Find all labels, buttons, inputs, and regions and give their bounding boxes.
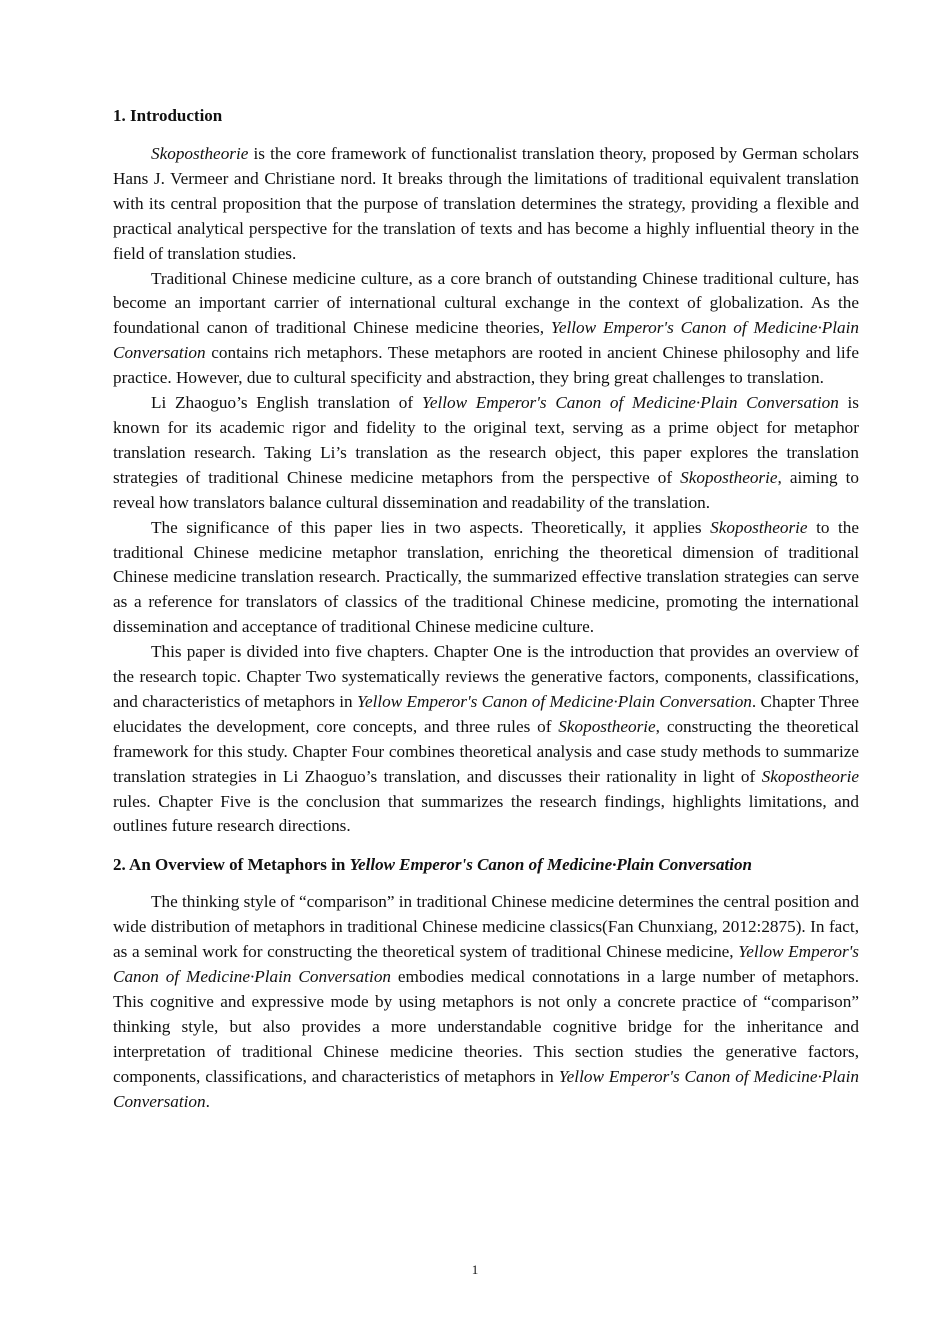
text-run: This paper is divided into five chapters. Chapter One is the introduction that provides an overview of the research topic. Chapter Two systematically reviews the generative factors, components, classifications, and characteristics of metaphors in	[113, 642, 859, 711]
page-body	[113, 104, 859, 1115]
text-run: , constructing the theoretical framework for this study. Chapter Four combines theoretical analysis and case study methods to summarize translation strategies in Li Zhaoguo’s translation, and discusses their rationality in light of	[113, 716, 859, 786]
text-run: . Chapter Three elucidates the development, core concepts, and three rules of	[113, 691, 860, 736]
section-overview-body	[113, 890, 859, 1114]
italic-term: Skopostheorie	[680, 467, 778, 487]
text-run: embodies medical connotations in a large number of metaphors. This cognitive and expressive mode by using metaphors is not only a concrete practice of “comparison” thinking style, but also provides a more understandable cognitive bridge for the inheritance and interpretation of traditional Chinese medicine theories. This section studies the generative factors, components, classifications, and characteristics of metaphors in	[113, 967, 859, 1086]
italic-term: Yellow Emperor's Canon of Medicine·Plain Conversation	[113, 942, 859, 987]
italic-term: Yellow Emperor's Canon of Medicine·Plain Conversation	[421, 393, 839, 413]
text-run: is known for its academic rigor and fidelity to the original text, serving as a prime object for metaphor translation research. Taking Li’s translation as the research object, this paper explores the translation strategies of traditional Chinese medicine metaphors from the perspective of	[113, 393, 859, 487]
paragraph	[113, 640, 859, 839]
text-run: Traditional Chinese medicine culture, as a core branch of outstanding Chinese traditional culture, has become an important carrier of international cultural exchange in the context of globalization. As the foundational canon of traditional Chinese medicine theories,	[113, 268, 859, 338]
text-run: to the traditional Chinese medicine metaphor translation, enriching the theoretical dimension of traditional Chinese medicine translation research. Practically, the summarized effective translation strategies can serve as a reference for translators of classics of the traditional Chinese medicine, promoting the international dissemination and acceptance of traditional Chinese medicine culture.	[113, 517, 859, 637]
page-number: 1	[471, 1262, 479, 1277]
heading-text: 2. An Overview of Metaphors in	[113, 855, 350, 875]
text-run: is the core framework of functionalist translation theory, proposed by German scholars Hans J. Vermeer and Christiane nord. It breaks through the limitations of traditional equivalent translation with its central proposition that the purpose of translation determines the strategy, providing a flexible and practical analytical perspective for the translation of texts and has become a highly influential theory in the field of translation studies.	[113, 144, 859, 263]
paragraph	[113, 890, 859, 1114]
text-run: The thinking style of “comparison” in traditional Chinese medicine determines the central position and wide distribution of metaphors in traditional Chinese medicine classics(Fan Chunxiang, 2012:2875). In fact, as a seminal work for constructing the theoretical system of traditional Chinese medicine,	[113, 892, 859, 962]
italic-term: Skopostheorie	[558, 716, 656, 736]
italic-term: Skopostheorie	[761, 766, 859, 786]
text-run: .	[205, 1091, 210, 1111]
paragraph	[113, 391, 859, 516]
italic-term: Skopostheorie	[710, 517, 808, 537]
text-run: rules. Chapter Five is the conclusion that summarizes the research findings, highlights limitations, and outlines future research directions.	[113, 791, 859, 836]
text-run: The significance of this paper lies in two aspects. Theoretically, it applies	[151, 517, 711, 537]
italic-term: Yellow Emperor's Canon of Medicine·Plain Conversation	[356, 691, 752, 711]
text-run: Li Zhaoguo’s English translation of	[151, 393, 422, 413]
paragraph	[113, 267, 859, 392]
section-introduction-body	[113, 142, 859, 839]
italic-term: Skopostheorie	[151, 144, 249, 163]
text-run: , aiming to reveal how translators balance cultural dissemination and readability of the translation.	[113, 467, 859, 512]
text-run: contains rich metaphors. These metaphors are rooted in ancient Chinese philosophy and life practice. However, due to cultural specificity and abstraction, they bring great challenges to translation.	[113, 343, 859, 388]
italic-term: Yellow Emperor's Canon of Medicine·Plain Conversation	[113, 1066, 859, 1111]
paragraph	[113, 142, 859, 267]
section-heading-introduction: 1. Introduction	[113, 106, 223, 125]
italic-term: Yellow Emperor's Canon of Medicine·Plain Conversation	[113, 318, 859, 363]
section-heading-overview	[113, 853, 859, 877]
heading-book-title: Yellow Emperor's Canon of Medicine·Plain Conversation	[349, 855, 752, 875]
paragraph	[113, 516, 859, 641]
